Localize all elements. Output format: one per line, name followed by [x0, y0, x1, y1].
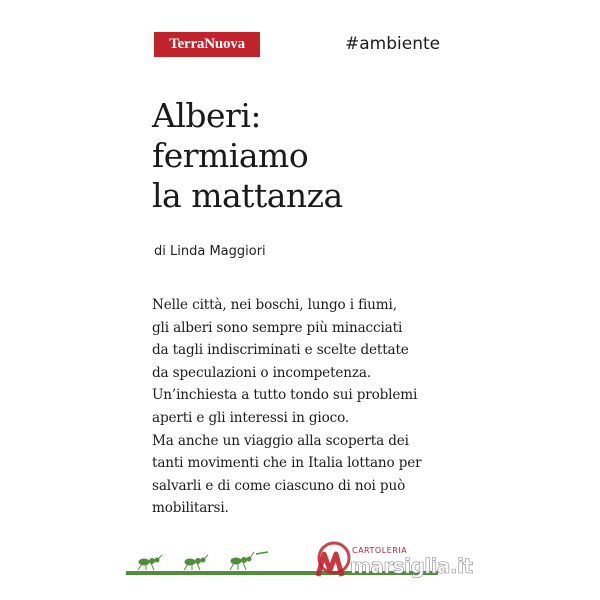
title-line: fermiamo [152, 136, 309, 175]
publisher-name: TerraNuova [169, 36, 245, 52]
ant-icon [184, 555, 208, 570]
title-line: la mattanza [152, 176, 343, 215]
blurb-line: da speculazioni o incompetenza. [152, 364, 372, 381]
title-line: Alberi: [152, 96, 261, 135]
ant-icon [230, 552, 268, 570]
watermark-tld: .it [449, 554, 473, 578]
book-author: di Linda Maggiori [154, 244, 266, 259]
marsiglia-logo-icon [312, 540, 354, 580]
book-blurb [152, 294, 492, 520]
blurb-line: Un’inchiesta a tutto tondo sui problemi [152, 387, 418, 404]
blurb-line: aperti e gli interessi in gioco. [152, 409, 350, 426]
blurb-line: salvarli e di come ciascuno di noi può [152, 477, 406, 494]
blurb-line: Ma anche un viaggio alla scoperta dei [152, 432, 409, 449]
blurb-line: tanti movimenti che in Italia lottano per [152, 455, 422, 472]
watermark-name-text: marsiglia [350, 554, 450, 578]
blurb-line: mobilitarsi. [152, 500, 229, 517]
publisher-logo [154, 32, 260, 57]
watermark-small-text: CARTOLERIA [352, 546, 408, 555]
blurb-line: Nelle città, nei boschi, lungo i fiumi, [152, 297, 397, 313]
ant-icon [138, 555, 162, 570]
marsiglia-watermark [312, 540, 472, 584]
watermark-name [350, 554, 473, 578]
blurb-line: gli alberi sono sempre più minacciati [152, 319, 403, 336]
category-hashtag: #ambiente [345, 34, 441, 54]
book-title [152, 96, 482, 216]
blurb-line: da tagli indiscriminati e scelte dettate [152, 342, 409, 359]
